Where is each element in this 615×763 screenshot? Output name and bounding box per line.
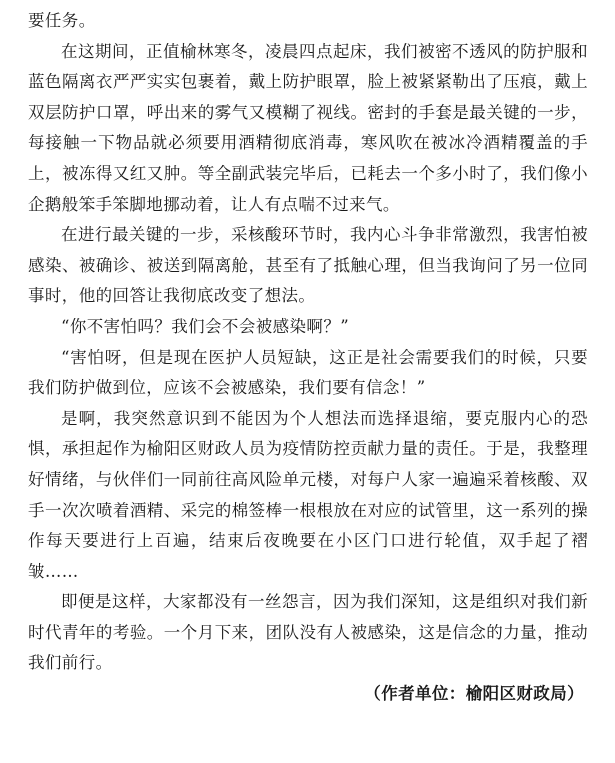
paragraph-question-quote: “你不害怕吗？我们会不会被感染啊？”: [61, 316, 350, 336]
paragraph-realization: 是啊，我突然意识到不能因为个人想法而选择退缩，要克服内心的恐惧，承担起作为榆阳区财政人员为疫情防控贡献力量的责任。于是，我整理好情绪，与伙伴们一同前往高风险单元楼，对每户人家一遍遍采着核酸、双手一次次喷着酒精、采完的棉签棒一根根放在对应的试管里，这一系列的操作每天要进行上百遍，结束后夜晚要在小区门口进行轮值，双手起了褶皱……: [28, 408, 588, 581]
author-byline: （作者单位：榆阳区财政局）: [364, 684, 584, 704]
paragraph-inner-struggle: 在进行最关键的一步，采核酸环节时，我内心斗争非常激烈，我害怕被感染、被确诊、被送到隔离舱，甚至有了抵触心理，但当我询问了另一位同事时，他的回答让我彻底改变了想法。: [28, 225, 588, 306]
paragraph-continuation: 要任务。: [28, 11, 96, 30]
article-body: [28, 6, 588, 710]
paragraph-conclusion: 即便是这样，大家都没有一丝怨言，因为我们深知，这是组织对我们新时代青年的考验。一个月下来，团队没有人被感染，这是信念的力量，推动我们前行。: [28, 592, 588, 673]
paragraph-answer-quote: “害怕呀，但是现在医护人员短缺，这正是社会需要我们的时候，只要我们防护做到位，应该不会被感染，我们要有信念！”: [28, 347, 588, 398]
paragraph-winter-protection: 在这期间，正值榆林寒冬，凌晨四点起床，我们被密不透风的防护服和蓝色隔离衣严严实实包裹着，戴上防护眼罩，脸上被紧紧勒出了压痕，戴上双层防护口罩，呼出来的雾气又模糊了视线。密封的手套是最关键的一步，每接触一下物品就必须要用酒精彻底消毒，寒风吹在被冰冷酒精覆盖的手上，被冻得又红又肿。等全副武装完毕后，已耗去一个多小时了，我们像小企鹅般笨手笨脚地挪动着，让人有点喘不过来气。: [28, 41, 588, 214]
